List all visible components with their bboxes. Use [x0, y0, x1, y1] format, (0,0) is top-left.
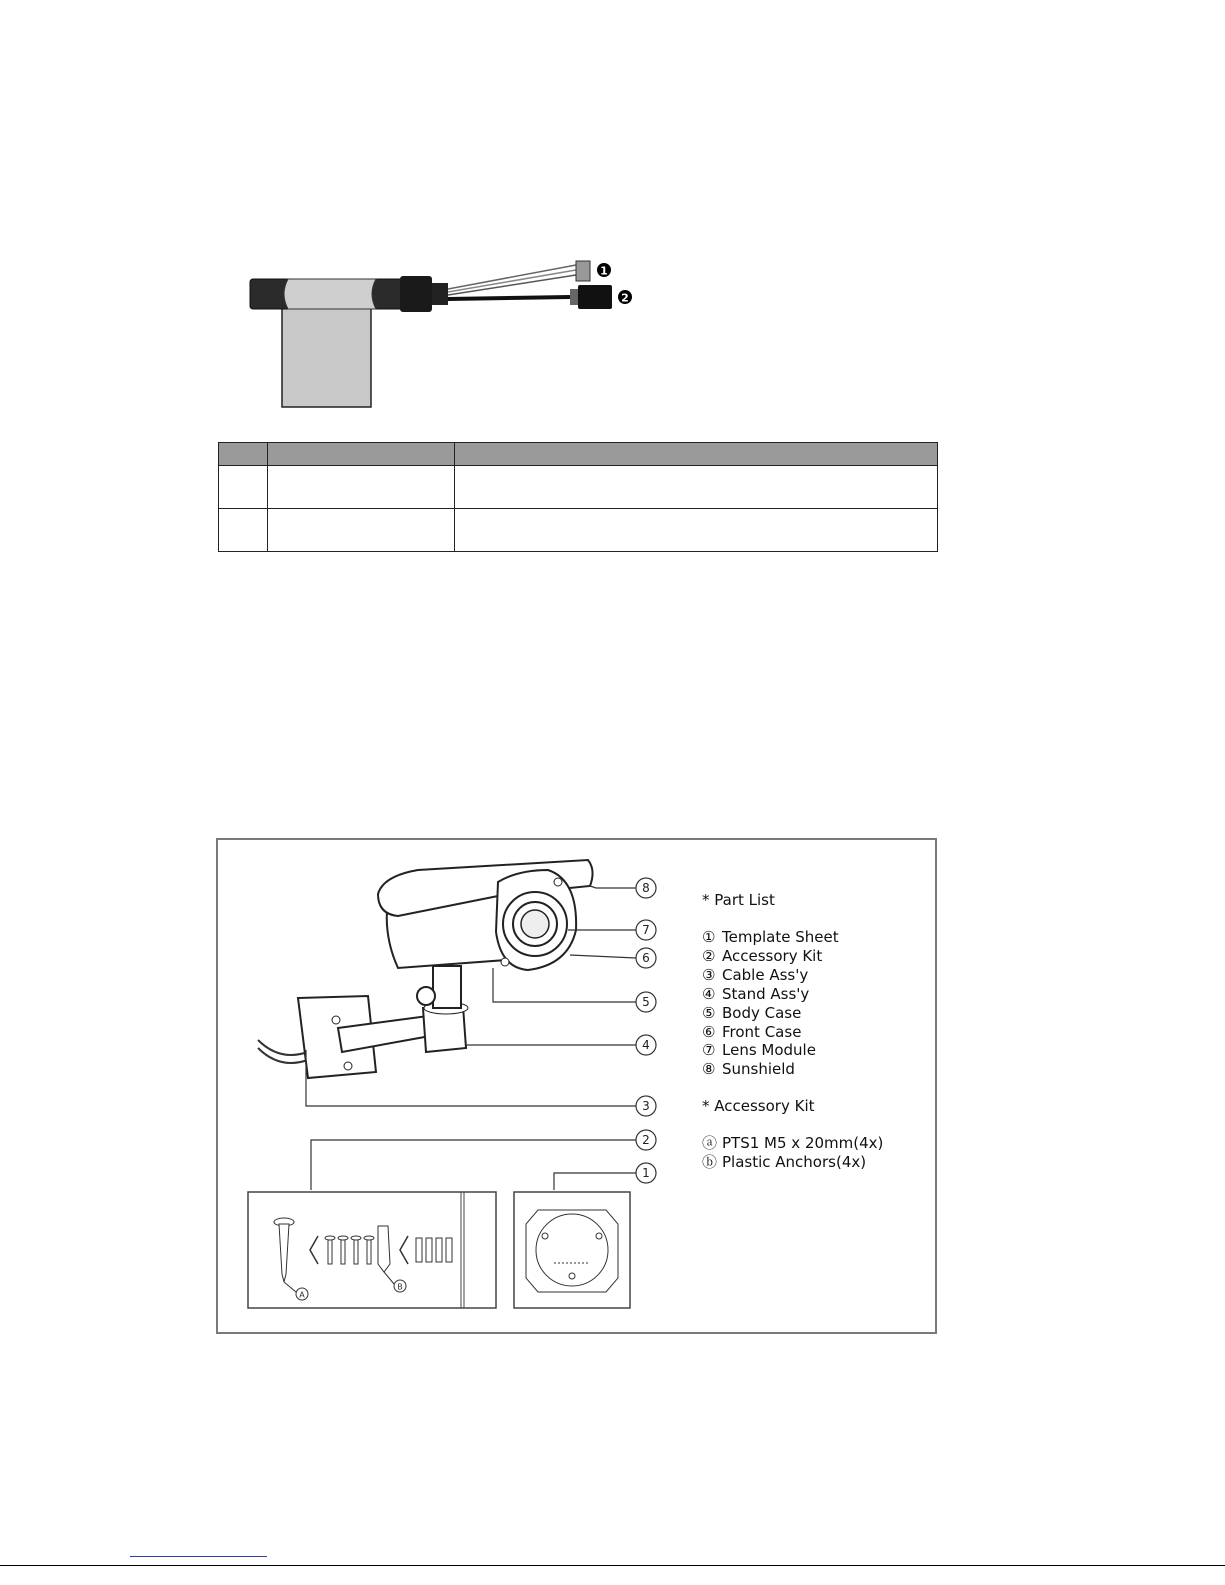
table-header-cell	[219, 443, 268, 466]
footer-link-underline[interactable]	[130, 1556, 267, 1557]
part-list-item: ③ Cable Ass'y	[702, 966, 809, 984]
footer-rule	[0, 1565, 1225, 1566]
part-list-item: ⑥ Front Case	[702, 1023, 802, 1041]
table-cell	[268, 466, 455, 509]
accessory-kit-box	[248, 1192, 496, 1308]
table-cell	[219, 466, 268, 509]
connector-2	[570, 289, 578, 305]
part-list-heading: * Part List	[702, 891, 775, 909]
callout-1: 1	[642, 1166, 650, 1180]
cable-boot	[400, 276, 432, 312]
callout-1: 1	[600, 264, 608, 278]
callout-6: 6	[642, 951, 650, 965]
callout-2: 2	[642, 1133, 650, 1147]
cable-assembly-figure	[248, 255, 668, 430]
table-header-cell	[268, 443, 455, 466]
table-cell	[455, 466, 938, 509]
kit-label-a: A	[299, 1290, 305, 1300]
part-list-item: ⑧ Sunshield	[702, 1060, 795, 1078]
part-list-item: ⑦ Lens Module	[702, 1041, 816, 1059]
cable-tag	[282, 303, 371, 407]
template-sheet-box	[514, 1192, 630, 1308]
kit-label-b: B	[397, 1282, 403, 1292]
accessory-item: ⓑ Plastic Anchors(4x)	[702, 1153, 867, 1171]
table-header-row	[219, 443, 938, 466]
accessory-item: ⓐ PTS1 M5 x 20mm(4x)	[702, 1134, 884, 1152]
part-list-item: ② Accessory Kit	[702, 947, 823, 965]
parts-diagram	[216, 838, 937, 1334]
callout-5: 5	[642, 995, 650, 1009]
connector-1	[576, 261, 590, 281]
table-header-cell	[455, 443, 938, 466]
callout-3: 3	[642, 1099, 650, 1113]
table-cell	[455, 509, 938, 552]
part-list-item: ⑤ Body Case	[702, 1004, 802, 1022]
table-row	[219, 466, 938, 509]
table-cell	[268, 509, 455, 552]
callout-7: 7	[642, 923, 650, 937]
callout-2: 2	[621, 291, 629, 305]
callout-8: 8	[642, 881, 650, 895]
accessory-kit-heading: * Accessory Kit	[702, 1097, 815, 1115]
callout-4: 4	[642, 1038, 650, 1052]
cable-sleeve	[284, 279, 376, 309]
part-list-item: ④ Stand Ass'y	[702, 985, 810, 1003]
pin-table	[218, 442, 938, 552]
part-list-item: ① Template Sheet	[702, 928, 839, 946]
table-row	[219, 509, 938, 552]
table-cell	[219, 509, 268, 552]
